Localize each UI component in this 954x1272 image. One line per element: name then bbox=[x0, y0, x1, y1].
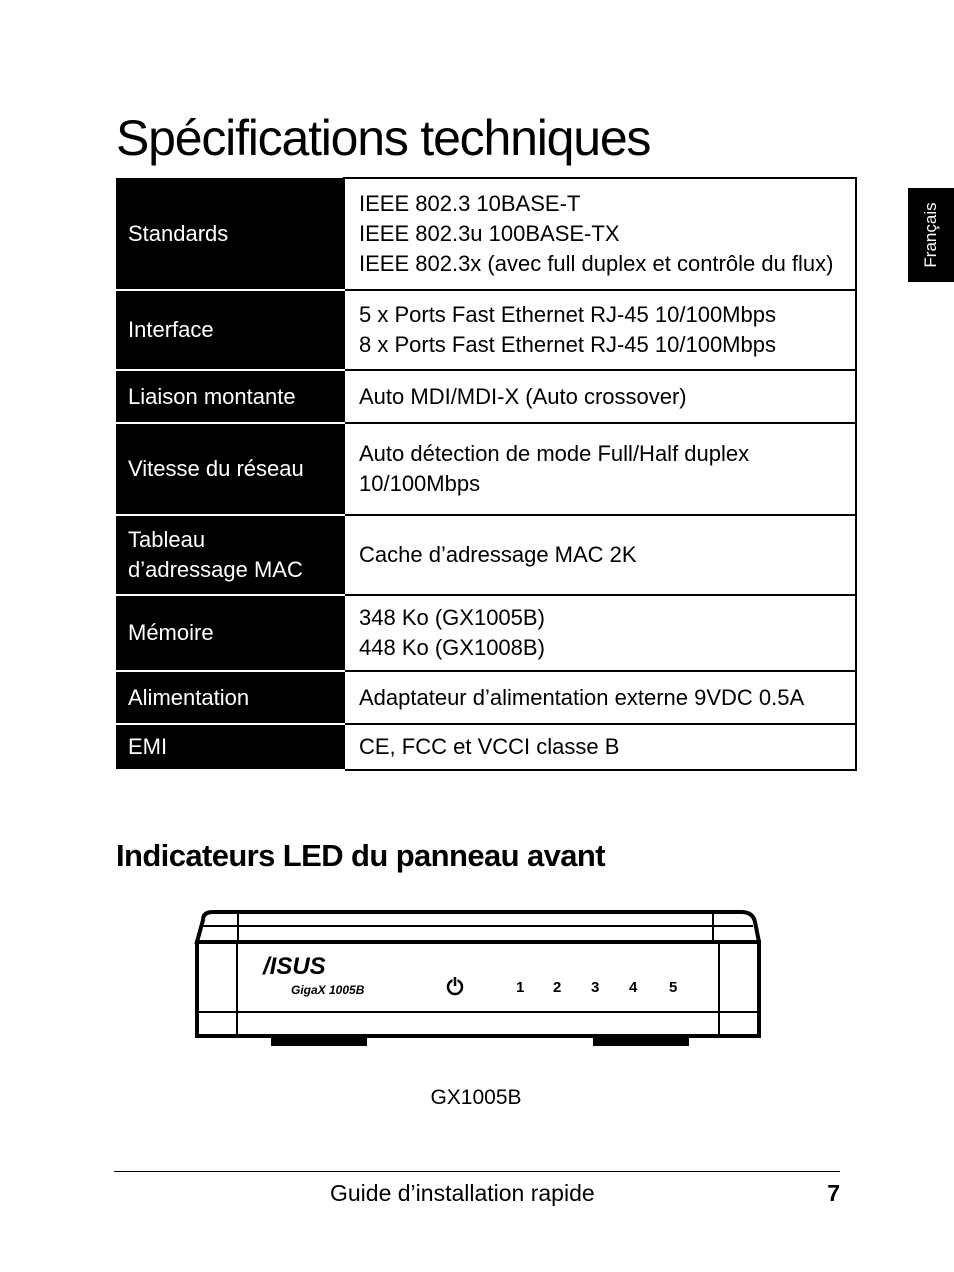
port-number-label: 2 bbox=[553, 979, 562, 996]
spec-value bbox=[344, 515, 856, 595]
spec-value-line: 5 x Ports Fast Ethernet RJ-45 10/100Mbps bbox=[359, 302, 776, 327]
spec-value bbox=[344, 178, 856, 290]
device-caption: GX1005B bbox=[430, 1086, 522, 1109]
language-tab-label: Français bbox=[921, 202, 940, 268]
language-tab bbox=[908, 188, 954, 282]
spec-value-line: IEEE 802.3x (avec full duplex et contrôle du flux) bbox=[359, 251, 834, 276]
switch-front-panel-image bbox=[193, 908, 761, 1050]
spec-row bbox=[116, 671, 856, 724]
spec-row bbox=[116, 595, 856, 671]
spec-row bbox=[116, 370, 856, 423]
spec-value bbox=[344, 290, 856, 370]
spec-value-line: Auto MDI/MDI-X (Auto crossover) bbox=[359, 383, 687, 409]
led-section-title: Indicateurs LED du panneau avant bbox=[116, 838, 605, 873]
spec-value-line: IEEE 802.3u 100BASE-TX bbox=[359, 221, 620, 246]
spec-label: Tableau d’adressage MAC bbox=[116, 515, 344, 595]
spec-label: Vitesse du réseau bbox=[116, 423, 344, 515]
port-number-label: 4 bbox=[629, 979, 638, 996]
spec-row bbox=[116, 724, 856, 770]
spec-label: Mémoire bbox=[116, 595, 344, 671]
footer-title: Guide d’installation rapide bbox=[330, 1180, 595, 1206]
page-number: 7 bbox=[827, 1180, 840, 1206]
spec-value-line: 448 Ko (GX1008B) bbox=[359, 635, 545, 660]
footer-divider bbox=[114, 1171, 840, 1172]
spec-value-line: CE, FCC et VCCI classe B bbox=[359, 734, 620, 759]
brand-logo: /ISUS bbox=[263, 953, 326, 980]
spec-row bbox=[116, 423, 856, 515]
page-title: Spécifications techniques bbox=[116, 110, 651, 166]
spec-value bbox=[344, 724, 856, 770]
specifications-table bbox=[116, 177, 857, 771]
spec-value bbox=[344, 370, 856, 423]
spec-value bbox=[344, 423, 856, 515]
spec-label: Interface bbox=[116, 290, 344, 370]
spec-row bbox=[116, 178, 856, 290]
spec-label: Standards bbox=[116, 178, 344, 290]
spec-label: Liaison montante bbox=[116, 370, 344, 423]
spec-value-line: Adaptateur d’alimentation externe 9VDC 0.5A bbox=[359, 684, 805, 710]
port-number-label: 5 bbox=[669, 979, 678, 996]
device-foot-left bbox=[271, 1034, 367, 1046]
spec-value bbox=[344, 595, 856, 671]
spec-value-line: Cache d’adressage MAC 2K bbox=[359, 542, 637, 567]
spec-row bbox=[116, 290, 856, 370]
spec-value-line: 10/100Mbps bbox=[359, 471, 481, 496]
port-number-label: 3 bbox=[591, 979, 600, 996]
spec-value-line: 8 x Ports Fast Ethernet RJ-45 10/100Mbps bbox=[359, 332, 776, 357]
spec-value-line: IEEE 802.3 10BASE-T bbox=[359, 191, 581, 216]
spec-value-line: Auto détection de mode Full/Half duplex bbox=[359, 441, 750, 466]
device-foot-right bbox=[593, 1034, 689, 1046]
spec-value bbox=[344, 671, 856, 724]
spec-label: EMI bbox=[116, 724, 344, 770]
product-logo: GigaX 1005B bbox=[291, 983, 365, 997]
spec-row bbox=[116, 515, 856, 595]
spec-label: Alimentation bbox=[116, 671, 344, 724]
port-number-label: 1 bbox=[516, 979, 525, 996]
spec-value-line: 348 Ko (GX1005B) bbox=[359, 605, 545, 630]
